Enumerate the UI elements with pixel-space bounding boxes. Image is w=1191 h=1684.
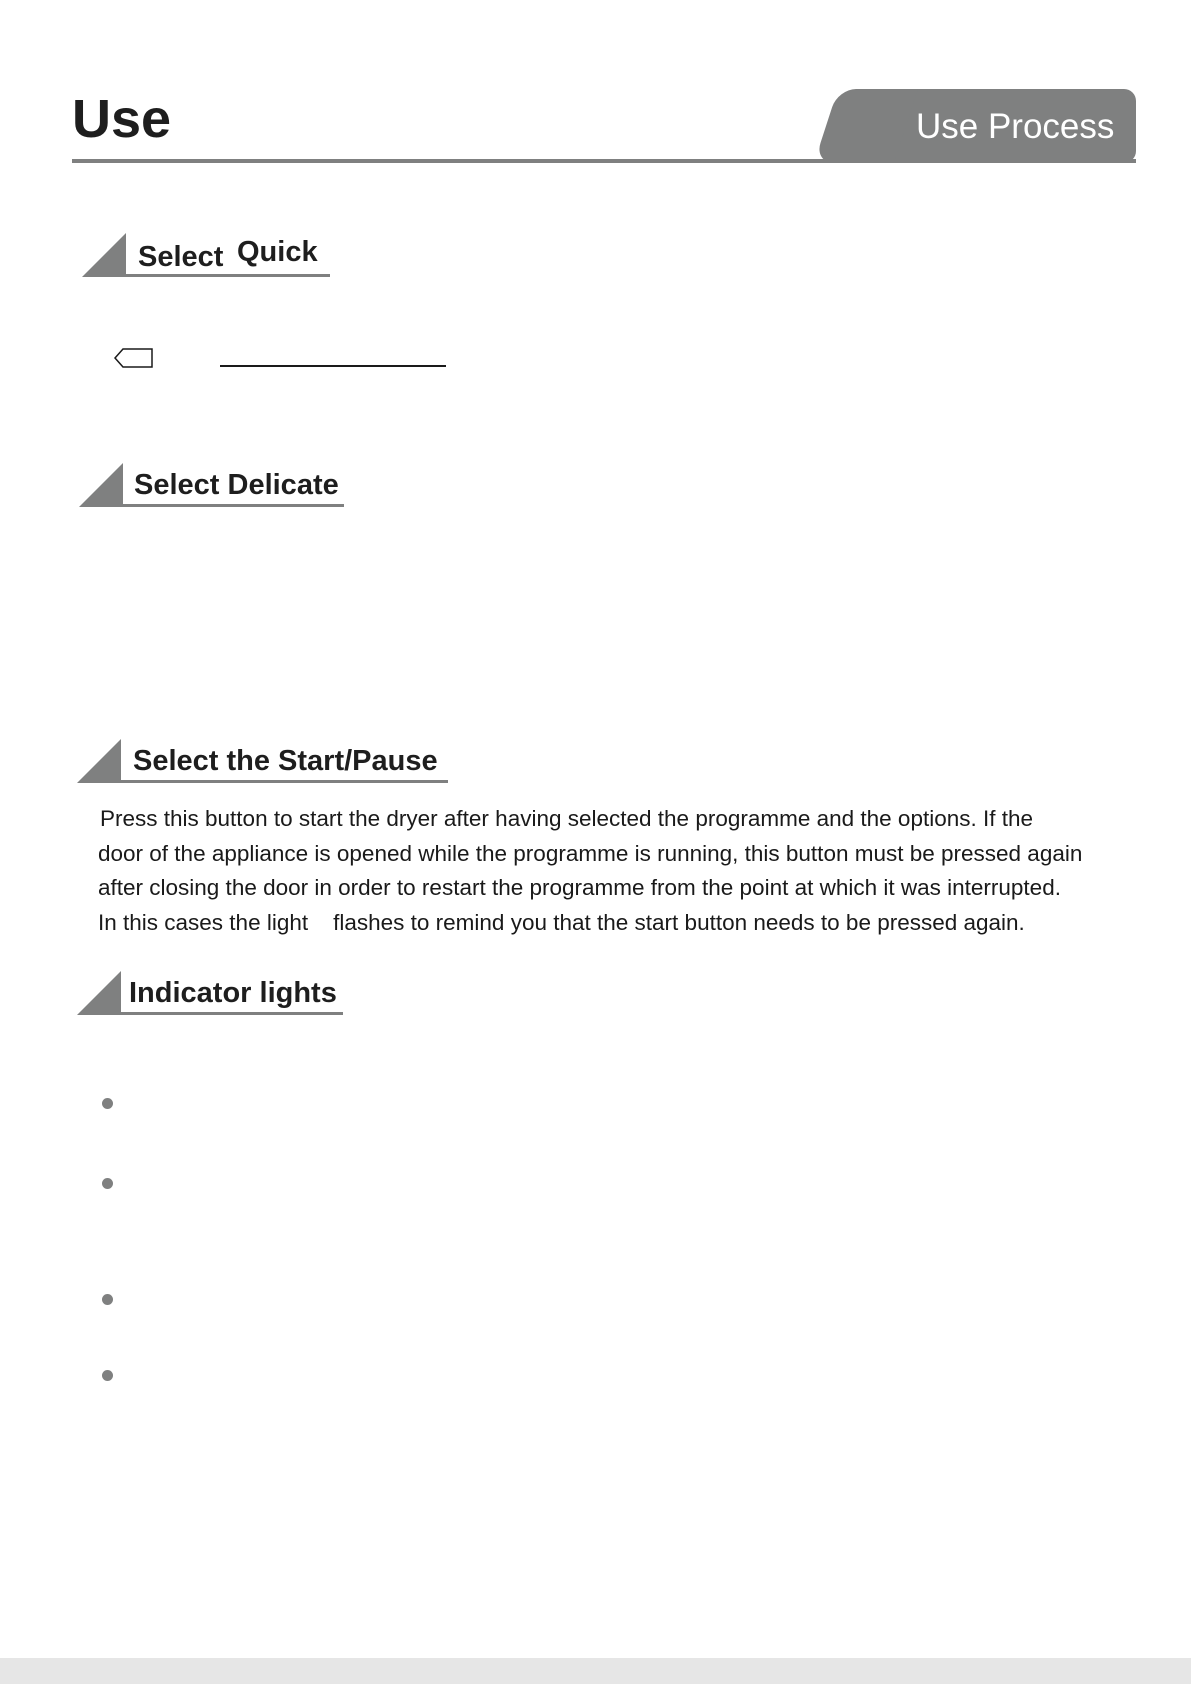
section-triangle-icon [77,971,121,1015]
header-tab-label: Use Process [916,107,1115,146]
section-title-select: Select [138,241,224,273]
page-title: Use [72,89,172,149]
bullet-dot-icon [102,1294,113,1305]
section-heading-indicator-lights [77,971,343,1017]
section-underline [121,1012,343,1015]
paragraph-line: after closing the door in order to restart the programme from the point at which it was interrupted. [98,875,1061,900]
bullet-dot-icon [102,1178,113,1189]
section-title: Select the Start/Pause [133,745,438,777]
section-title: Indicator lights [129,977,337,1009]
section-heading-delicate [79,463,344,509]
section-underline [126,274,330,277]
paragraph-line: In this cases the light flashes to remind you that the start button needs to be pressed again. [98,909,1025,935]
header-tab [860,89,1136,163]
bullet-dot-icon [102,1098,113,1109]
paragraph-line: door of the appliance is opened while the programme is running, this button must be pressed again [98,840,1083,866]
section-title-quick: Quick [237,236,318,268]
section-underline [121,780,448,783]
section-heading-quick [82,233,330,279]
section-heading-start-pause [77,739,448,785]
blank-underline [220,365,446,367]
paragraph-line: Press this button to start the dryer after having selected the programme and the options. If the [100,806,1034,831]
footer-band [0,1658,1191,1684]
section-title: Select Delicate [134,469,339,501]
start-pause-description [98,802,1128,940]
bullet-dot-icon [102,1370,113,1381]
section-triangle-icon [79,463,123,507]
section-triangle-icon [77,739,121,783]
section-triangle-icon [82,233,126,277]
section-underline [123,504,344,507]
tag-outline-icon [114,346,154,370]
header-rule [72,159,1136,163]
